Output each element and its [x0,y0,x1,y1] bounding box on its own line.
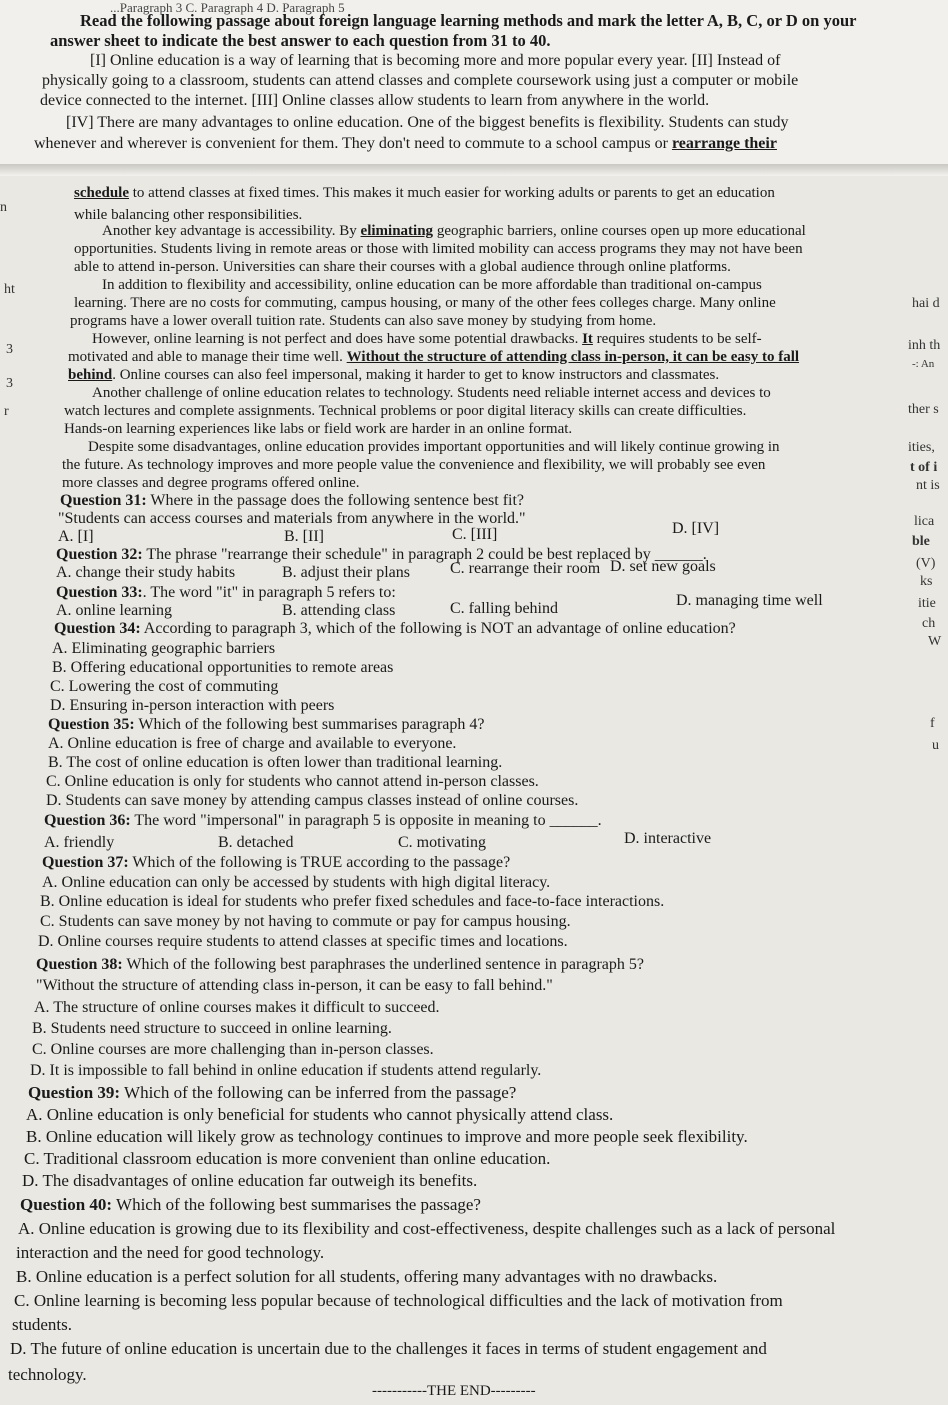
the-end-footer: -----------THE END--------- [372,1383,536,1399]
left-margin-4: 3 [6,376,13,391]
q32-option-b[interactable]: B. adjust their plans [282,564,410,581]
p5-line-2-text-a: motivated and able to manage their time well. [68,349,347,365]
left-margin-1: n [0,200,7,215]
question-39-number: Question 39: [28,1083,121,1102]
question-34-number: Question 34: [54,620,141,637]
question-35-text: Which of the following best summarises paragraph 4? [134,716,485,733]
right-margin-11: ks [920,574,933,589]
q35-option-b[interactable]: B. The cost of online education is often lower than traditional learning. [48,754,503,771]
q34-option-a[interactable]: A. Eliminating geographic barriers [52,640,276,657]
p7-line-2: the future. As technology improves and more people value the convenience and flexibility, we will probably see even [62,457,766,473]
right-margin-1: hai d [912,296,940,311]
q32-option-c[interactable]: C. rearrange their room [450,560,601,577]
q40-option-a[interactable]: A. Online education is growing due to its flexibility and cost-effectiveness, despite challenges such as a lack of personal [18,1219,836,1238]
p2-line-2-text: whenever and wherever is convenient for them. They don't need to commute to a school campus or [34,135,672,152]
right-margin-5: ities, [908,440,935,455]
right-margin-6: t of i [910,460,938,475]
q39-option-b[interactable]: B. Online education will likely grow as technology continues to improve and more people seek flexibility. [26,1127,748,1146]
p2-line-3-text: to attend classes at fixed times. This makes it much easier for working adults or parents to get an education [129,185,775,201]
q40-option-c-cont: students. [12,1315,72,1334]
p7-line-1: Despite some disadvantages, online education provides important opportunities and will likely continue growing in [88,439,780,455]
q39-option-a[interactable]: A. Online education is only beneficial for students who cannot physically attend class. [26,1105,614,1124]
question-31-text: Where in the passage does the following sentence best fit? [146,492,525,509]
question-33-number: Question 33: [56,584,143,601]
q33-option-b[interactable]: B. attending class [282,602,396,619]
p2-line-4: while balancing other responsibilities. [74,207,303,223]
p4-line-3: programs have a lower overall tuition rate. Students can also save money by studying from home. [70,313,657,329]
p3-line-2: opportunities. Students living in remote areas or those with limited mobility can access programs they may not have been [74,241,803,257]
p7-line-3: more classes and degree programs offered online. [62,475,360,491]
right-margin-13: ch [922,616,936,631]
p4-line-1: In addition to flexibility and accessibility, online education can be more affordable than traditional on-campus [102,277,762,293]
p5-line-2 [68,348,799,366]
q31-option-a[interactable]: A. [I] [58,528,94,545]
right-margin-14: W [928,634,942,649]
left-margin-2: ht [4,282,15,297]
q34-option-b[interactable]: B. Offering educational opportunities to remote areas [52,659,394,676]
question-33-text: . The word "it" in paragraph 5 refers to: [142,584,396,601]
left-margin-3: 3 [6,342,13,357]
q37-option-b[interactable]: B. Online education is ideal for students who prefer fixed schedules and face-to-face interactions. [40,893,665,910]
question-33 [56,584,396,602]
instruction-line-2: answer sheet to indicate the best answer to each question from 31 to 40. [50,31,551,50]
right-margin-12: itie [918,596,936,611]
question-37 [42,854,510,872]
q32-option-a[interactable]: A. change their study habits [56,564,236,581]
right-margin-7: nt is [916,478,940,493]
right-margin-8: lica [914,514,935,529]
question-34-text: According to paragraph 3, which of the following is NOT an advantage of online education? [140,620,736,637]
question-34 [54,620,736,638]
p6-line-1: Another challenge of online education relates to technology. Students need reliable internet access and devices to [92,385,771,401]
q33-option-c[interactable]: C. falling behind [450,600,558,617]
underlined-it: It [582,331,593,347]
underlined-rearrange-their: rearrange their [671,135,777,152]
question-31 [60,492,524,510]
q40-option-b[interactable]: B. Online education is a perfect solution for all students, offering many advantages with no drawbacks. [16,1267,718,1286]
p5-line-3 [68,366,719,384]
p3-line-1-text-c: geographic barriers, online courses open up more educational [433,223,806,239]
q36-option-b[interactable]: B. detached [218,834,294,851]
q36-option-c[interactable]: C. motivating [398,834,486,851]
q40-option-c[interactable]: C. Online learning is becoming less popular because of technological difficulties and the lack of motivation from [14,1291,783,1310]
question-36 [44,812,602,830]
right-margin-2: inh th [908,338,941,353]
q39-option-d[interactable]: D. The disadvantages of online education far outweigh its benefits. [22,1171,478,1190]
q35-option-a[interactable]: A. Online education is free of charge and available to everyone. [48,735,457,752]
instruction-line-1: Read the following passage about foreign language learning methods and mark the letter A, B, C, or D on your [80,11,857,30]
question-38-text: Which of the following best paraphrases the underlined sentence in paragraph 5? [122,956,644,973]
question-40-text: Which of the following best summarises the passage? [112,1195,481,1214]
q38-option-d[interactable]: D. It is impossible to fall behind in online education if students attend regularly. [30,1062,542,1079]
q39-option-c[interactable]: C. Traditional classroom education is more convenient than online education. [24,1149,551,1168]
question-31-quote: "Students can access courses and materials from anywhere in the world." [58,510,526,527]
underlined-eliminating: eliminating [360,223,434,239]
question-36-text: The word "impersonal" in paragraph 5 is opposite in meaning to ______. [130,812,602,829]
right-margin-10: (V) [916,556,936,571]
p1-line-1: [I] Online education is a way of learning that is becoming more and more popular every year. [II] Instead of [90,52,781,69]
question-40-number: Question 40: [20,1195,113,1214]
question-37-text: Which of the following is TRUE according to the passage? [128,854,511,871]
p5-line-1-text-c: requires students to be self- [592,331,762,347]
underlined-behind: behind [68,367,113,383]
p2-line-2 [34,135,777,153]
q36-option-d[interactable]: D. interactive [624,830,712,847]
underlined-schedule: schedule [74,185,130,201]
question-38 [36,956,644,974]
paper-fold [0,164,948,176]
q40-option-d-cont: technology. [8,1365,87,1384]
q31-option-b[interactable]: B. [II] [284,528,324,545]
q37-option-d[interactable]: D. Online courses require students to attend classes at specific times and locations. [38,933,568,950]
underlined-sentence: Without the structure of attending class in-person, it can be easy to fall [346,349,800,365]
p4-line-2: learning. There are no costs for commuting, campus housing, or many of the other fees colleges charge. Many online [74,295,776,311]
p6-line-2: watch lectures and complete assignments. Technical problems or poor digital literacy skills can create difficulties. [64,403,747,419]
p5-line-3-text: . Online courses can also feel impersonal, making it harder to get to know instructors and classmates. [112,367,720,383]
q33-option-d[interactable]: D. managing time well [676,592,823,609]
right-margin-15: f [930,716,935,731]
q38-option-c[interactable]: C. Online courses are more challenging than in-person classes. [32,1041,434,1058]
p5-line-1 [92,330,762,348]
question-38-number: Question 38: [36,956,123,973]
cut-off-options: ...Paragraph 3 C. Paragraph 4 D. Paragraph 5 [110,0,345,15]
q36-option-a[interactable]: A. friendly [44,834,115,851]
right-margin-16: u [932,738,939,753]
q34-option-d[interactable]: D. Ensuring in-person interaction with peers [50,697,335,714]
question-32-text: The phrase "rearrange their schedule" in paragraph 2 could be best replaced by ______. [142,546,707,563]
p2-line-1: [IV] There are many advantages to online education. One of the biggest benefits is flexibility. Students can study [66,114,789,131]
p6-line-3: Hands-on learning experiences like labs or field work are harder in an online format. [64,421,573,437]
question-35-number: Question 35: [48,716,135,733]
q33-option-a[interactable]: A. online learning [56,602,172,619]
q35-option-c[interactable]: C. Online education is only for students who cannot attend in-person classes. [46,773,539,790]
right-margin-4: ther s [908,402,939,417]
q32-option-d[interactable]: D. set new goals [610,558,716,575]
right-margin-9: ble [912,534,930,549]
question-37-number: Question 37: [42,854,129,871]
question-32-number: Question 32: [56,546,143,563]
q34-option-c[interactable]: C. Lowering the cost of commuting [50,678,279,695]
left-margin-5: r [4,404,9,419]
question-38-quote: "Without the structure of attending class in-person, it can be easy to fall behind." [36,977,553,994]
q40-option-d[interactable]: D. The future of online education is uncertain due to the challenges it faces in terms of student engagement and [10,1339,767,1358]
q31-option-c[interactable]: C. [III] [452,526,498,543]
p3-line-1 [102,222,806,240]
p5-line-1-text-a: However, online learning is not perfect and does have some potential drawbacks. [92,331,583,347]
question-35 [48,716,485,734]
question-31-number: Question 31: [60,492,147,509]
p1-line-2: physically going to a classroom, students can attend classes and complete coursework using just a computer or mobile [42,72,799,89]
p3-line-3: able to attend in-person. Universities can share their courses with a global audience through online platforms. [74,259,731,275]
q40-option-a-cont: interaction and the need for good technology. [16,1243,325,1262]
question-36-number: Question 36: [44,812,131,829]
question-40 [20,1196,481,1214]
question-39-text: Which of the following can be inferred from the passage? [120,1083,517,1102]
p1-line-3: device connected to the internet. [III] Online classes allow students to learn from anywhere in the world. [40,92,710,109]
q31-option-d[interactable]: D. [IV] [672,520,720,537]
right-margin-3: -: An [912,358,935,370]
q37-option-a[interactable]: A. Online education can only be accessed by students with high digital literacy. [42,874,551,891]
q38-option-a[interactable]: A. The structure of online courses makes it difficult to succeed. [34,999,440,1016]
q35-option-d[interactable]: D. Students can save money by attending campus classes instead of online courses. [46,792,579,809]
q38-option-b[interactable]: B. Students need structure to succeed in online learning. [32,1020,392,1037]
q37-option-c[interactable]: C. Students can save money by not having to commute or pay for campus housing. [40,913,571,930]
p2-line-3 [74,184,775,202]
question-39 [28,1084,516,1102]
p3-line-1-text-a: Another key advantage is accessibility. By [102,223,361,239]
